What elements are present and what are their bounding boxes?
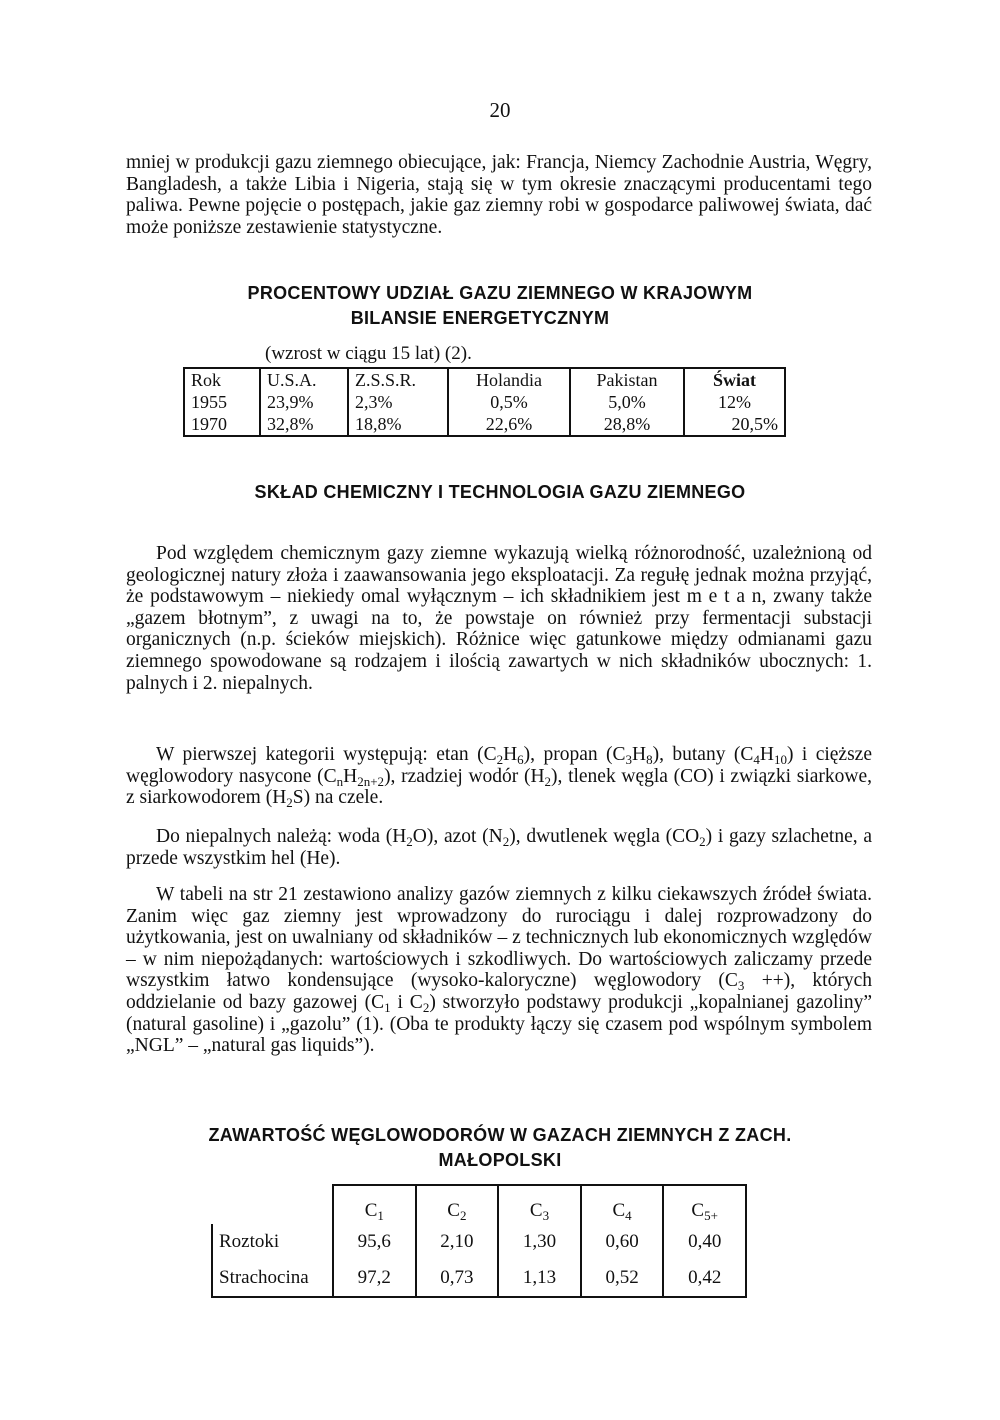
cell: 2,3%	[348, 391, 448, 413]
cell: 23,9%	[260, 391, 348, 413]
page-number: 20	[489, 98, 511, 122]
cell: 1,30	[498, 1224, 581, 1260]
section-heading: SKŁAD CHEMICZNY I TECHNOLOGIA GAZU ZIEMNEGO	[254, 482, 746, 502]
table-row	[212, 1224, 746, 1260]
header-cell: Z.S.S.R.	[348, 368, 448, 391]
cell: 97,2	[333, 1260, 416, 1297]
header-cell: $C_4$	[581, 1185, 664, 1224]
table-header-row	[212, 1185, 746, 1224]
paragraph-noncombustible: Do niepalnych należą: woda $(H_2O)$, azot $(N_2)$, dwutlenek węgla $(CO_2)$ i gazy szlachetne, a przede wszystkim hel (He).	[126, 826, 872, 869]
header-cell: $C_2$	[416, 1185, 499, 1224]
header-cell: U.S.A.	[260, 368, 348, 391]
header-cell: Pakistan	[570, 368, 684, 391]
table2-title-line1: ZAWARTOŚĆ WĘGLOWODORÓW W GAZACH ZIEMNYCH Z ZACH.	[208, 1125, 792, 1145]
table-row	[212, 1260, 746, 1297]
table-row	[184, 391, 785, 413]
header-cell: Rok	[184, 368, 260, 391]
table-row	[184, 413, 785, 436]
header-cell: $C_{5+}$	[663, 1185, 746, 1224]
cell: 1,13	[498, 1260, 581, 1297]
cell: 0,40	[663, 1224, 746, 1260]
table1-title-line1: PROCENTOWY UDZIAŁ GAZU ZIEMNEGO W KRAJOWYM	[247, 283, 753, 303]
cell: 0,42	[663, 1260, 746, 1297]
header-cell: $C_3$	[498, 1185, 581, 1224]
header-cell: Holandia	[448, 368, 570, 391]
cell: 22,6%	[448, 413, 570, 436]
cell: 1955	[184, 391, 260, 413]
header-cell: Świat	[684, 368, 785, 391]
table1-title-line2: BILANSIE ENERGETYCZNYM	[350, 308, 610, 328]
table-header-row	[184, 368, 785, 391]
table2-title-line2: MAŁOPOLSKI	[438, 1150, 562, 1170]
cell: 0,60	[581, 1224, 664, 1260]
cell: 20,5%	[684, 413, 785, 436]
cell: 0,52	[581, 1260, 664, 1297]
cell: 12%	[684, 391, 785, 413]
cell: 5,0%	[570, 391, 684, 413]
intro-paragraph: mniej w produkcji gazu ziemnego obiecujące, jak: Francja, Niemcy Zachodnie Austria, Węgry, Bangladesh, a także Libia i Nigeria, stają się w tym okresie znaczącymi producentami tego paliwa. Pewne pojęcie o postępach, jakie gaz ziemny robi w gospodarce paliwowej świata, dać może poniższe zestawienie statystyczne.	[126, 152, 872, 238]
cell: 32,8%	[260, 413, 348, 436]
hydrocarbon-content-table	[211, 1184, 747, 1298]
cell: 95,6	[333, 1224, 416, 1260]
paragraph-combustible: W pierwszej kategorii występują: etan $(C_2H_6)$, propan $(C_3H_8)$, butany $(C_4H_{10})$ i cięższe węglowodory nasycone $(C_nH_{2n+2})$, rzadziej wodór $(H_2)$, tlenek węgla (CO) i związki siarkowe, z siarkowodorem $(H_2S)$ na czele.	[126, 744, 872, 811]
paragraph-composition: Pod względem chemicznym gazy ziemne wykazują wielką różnorodność, uzależnioną od geologicznej natury złoża i zaawansowania jego eksploatacji. Za regułę jednak można przyjąć, że podstawowym – niekiedy omal wyłącznym – ich składnikiem jest m e t a n, zwany także „gazem błotnym”, z uwagi na to, że powstaje on również przy fermentacji substacji organicznych (n.p. ścieków miejskich). Różnice więc gatunkowe między odmianami gazu ziemnego spowodowane są rodzajem i ilością zawartych w nich składników ubocznych: 1. palnych i 2. niepalnych.	[126, 543, 872, 694]
paragraph-processing: W tabeli na str 21 zestawiono analizy gazów ziemnych z kilku ciekawszych źródeł świata. Zanim więc gaz ziemny jest wprowadzony do rurociągu i dalej rozprowadzony do użytkowania, jest on uwalniany od składników – z technicznych lub ekonomicznych względów – w nim niepożądanych: wartościowych i szkodliwych. Do wartościowych zaliczamy przede wszystkim łatwo kondensujące (wysoko-kaloryczne) węglowodory ($C_3$ ++), których oddzielanie od bazy gazowej ($C_1$ i $C_2$) stworzyło podstawy produkcji „kopalnianej gazoliny” (natural gasoline) i „gazolu” (1). (Oba te produkty łączy się czasem pod wspólnym symbolem „NGL” – „natural gas liquids”).	[126, 884, 873, 1057]
row-label: Roztoki	[212, 1224, 333, 1260]
cell: 1970	[184, 413, 260, 436]
cell: 2,10	[416, 1224, 499, 1260]
table1-subtitle: (wzrost w ciągu 15 lat) (2).	[265, 343, 472, 364]
gas-share-table	[183, 367, 786, 437]
cell: 28,8%	[570, 413, 684, 436]
cell: 18,8%	[348, 413, 448, 436]
cell: 0,5%	[448, 391, 570, 413]
header-cell: $C_1$	[333, 1185, 416, 1224]
row-label: Strachocina	[212, 1260, 333, 1297]
cell: 0,73	[416, 1260, 499, 1297]
